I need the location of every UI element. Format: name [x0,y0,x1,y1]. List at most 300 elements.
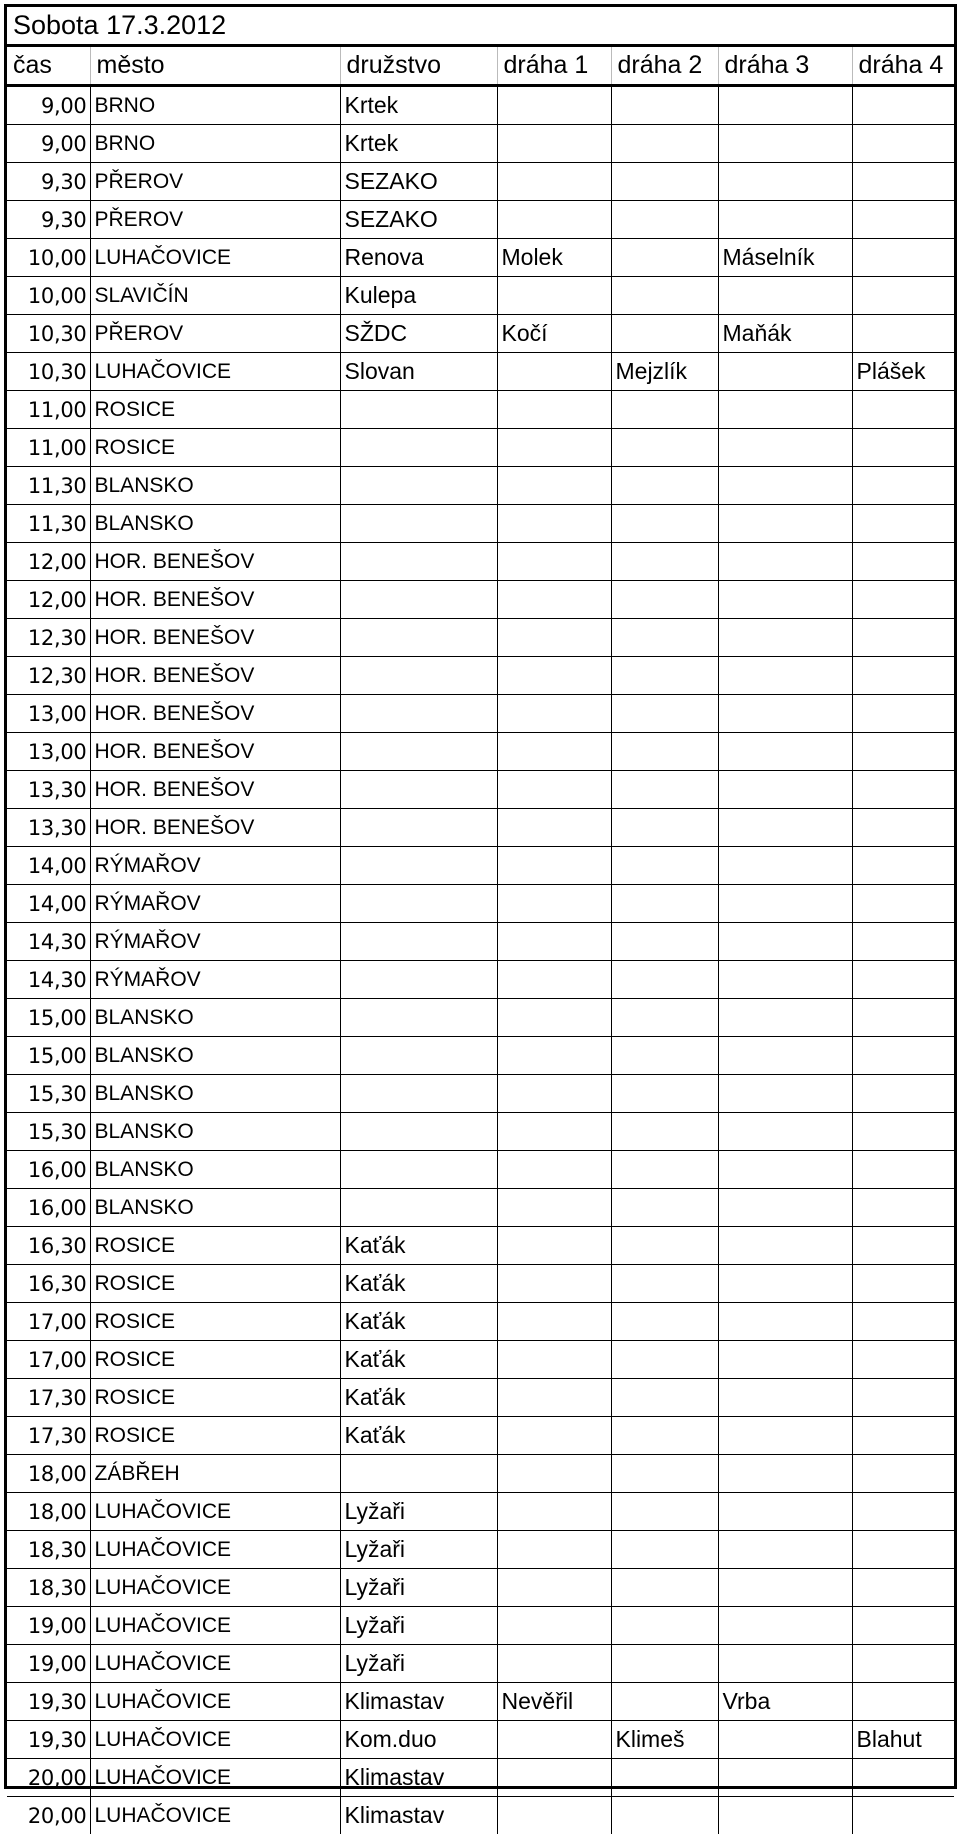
table-row [7,1227,954,1265]
time-cell: 19,00 [7,1645,90,1683]
lane-1-cell [497,277,611,315]
lane-1-cell [497,543,611,581]
city-cell: LUHAČOVICE [90,1569,340,1607]
lane-2-cell [611,391,718,429]
city-cell: HOR. BENEŠOV [90,581,340,619]
team-cell: Kaťák [340,1265,497,1303]
time-cell: 20,00 [7,1759,90,1797]
lane-2-cell [611,277,718,315]
team-cell [340,391,497,429]
city-cell: BLANSKO [90,505,340,543]
time-cell: 13,30 [7,809,90,847]
lane-2-cell [611,1759,718,1797]
lane-1-cell [497,1379,611,1417]
lane-2-cell [611,961,718,999]
time-cell: 17,00 [7,1341,90,1379]
lane-4-cell [852,391,954,429]
lane-4-cell [852,733,954,771]
schedule-table [7,47,954,1834]
column-header-lane-2: dráha 2 [611,47,718,86]
city-cell: HOR. BENEŠOV [90,695,340,733]
city-cell: LUHAČOVICE [90,1607,340,1645]
lane-3-cell [718,1113,852,1151]
lane-1-cell [497,1645,611,1683]
lane-3-cell [718,771,852,809]
table-row [7,619,954,657]
table-row [7,1721,954,1759]
lane-2-cell [611,999,718,1037]
team-cell [340,885,497,923]
table-row [7,1531,954,1569]
team-cell: Kaťák [340,1227,497,1265]
team-cell [340,429,497,467]
city-cell: BRNO [90,86,340,125]
city-cell: RÝMAŘOV [90,961,340,999]
lane-3-cell [718,277,852,315]
table-row [7,1303,954,1341]
lane-1-cell [497,923,611,961]
lane-1-cell [497,885,611,923]
city-cell: ROSICE [90,1379,340,1417]
lane-1-cell [497,809,611,847]
schedule-sheet [4,4,957,1789]
team-cell: SEZAKO [340,163,497,201]
team-cell: Lyžaři [340,1569,497,1607]
table-row [7,277,954,315]
table-row [7,809,954,847]
table-row [7,1569,954,1607]
lane-2-cell [611,1683,718,1721]
time-cell: 9,00 [7,125,90,163]
lane-2-cell [611,163,718,201]
lane-2-cell [611,695,718,733]
lane-4-cell [852,1569,954,1607]
lane-1-cell: Kočí [497,315,611,353]
team-cell [340,1151,497,1189]
time-cell: 12,30 [7,657,90,695]
lane-2-cell [611,1569,718,1607]
lane-3-cell [718,1189,852,1227]
time-cell: 18,00 [7,1455,90,1493]
lane-2-cell [611,1607,718,1645]
lane-3-cell [718,1075,852,1113]
city-cell: ROSICE [90,1417,340,1455]
city-cell: HOR. BENEŠOV [90,657,340,695]
time-cell: 16,00 [7,1151,90,1189]
lane-3-cell [718,1151,852,1189]
lane-1-cell [497,847,611,885]
city-cell: BLANSKO [90,467,340,505]
lane-4-cell [852,1455,954,1493]
city-cell: HOR. BENEŠOV [90,619,340,657]
team-cell [340,809,497,847]
lane-3-cell [718,543,852,581]
lane-4-cell [852,467,954,505]
team-cell: Lyžaři [340,1493,497,1531]
lane-3-cell [718,201,852,239]
table-row [7,1113,954,1151]
lane-3-cell [718,467,852,505]
lane-2-cell [611,1493,718,1531]
lane-3-cell [718,505,852,543]
lane-2-cell [611,923,718,961]
lane-4-cell [852,277,954,315]
city-cell: LUHAČOVICE [90,1721,340,1759]
table-row [7,1341,954,1379]
time-cell: 20,00 [7,1797,90,1834]
lane-4-cell [852,1075,954,1113]
lane-2-cell [611,1531,718,1569]
time-cell: 13,30 [7,771,90,809]
lane-3-cell [718,163,852,201]
city-cell: ZÁBŘEH [90,1455,340,1493]
team-cell: Lyžaři [340,1531,497,1569]
time-cell: 14,30 [7,923,90,961]
team-cell [340,657,497,695]
lane-2-cell [611,1417,718,1455]
city-cell: ROSICE [90,1227,340,1265]
lane-3-cell [718,429,852,467]
lane-2-cell [611,315,718,353]
title-bar [7,7,954,47]
lane-1-cell [497,1417,611,1455]
lane-3-cell [718,1227,852,1265]
lane-2-cell [611,1645,718,1683]
lane-1-cell [497,1531,611,1569]
time-cell: 11,00 [7,429,90,467]
time-cell: 11,30 [7,467,90,505]
city-cell: LUHAČOVICE [90,239,340,277]
team-cell: Kaťák [340,1417,497,1455]
lane-3-cell [718,923,852,961]
lane-4-cell [852,1683,954,1721]
lane-2-cell [611,885,718,923]
lane-2-cell [611,619,718,657]
table-row [7,201,954,239]
team-cell: Kom.duo [340,1721,497,1759]
lane-2-cell [611,1797,718,1834]
lane-1-cell [497,505,611,543]
lane-4-cell [852,1493,954,1531]
city-cell: PŘEROV [90,315,340,353]
lane-1-cell [497,1075,611,1113]
lane-4-cell [852,847,954,885]
city-cell: PŘEROV [90,201,340,239]
lane-3-cell [718,1797,852,1834]
lane-4-cell [852,163,954,201]
time-cell: 14,30 [7,961,90,999]
time-cell: 18,30 [7,1531,90,1569]
city-cell: BLANSKO [90,1037,340,1075]
city-cell: LUHAČOVICE [90,1759,340,1797]
team-cell: Klimastav [340,1797,497,1834]
lane-3-cell [718,809,852,847]
table-row [7,961,954,999]
lane-1-cell [497,1607,611,1645]
column-header-lane-3: dráha 3 [718,47,852,86]
table-row [7,353,954,391]
time-cell: 13,00 [7,733,90,771]
time-cell: 12,30 [7,619,90,657]
table-row [7,999,954,1037]
lane-4-cell [852,1189,954,1227]
time-cell: 14,00 [7,847,90,885]
lane-1-cell [497,1455,611,1493]
time-cell: 10,30 [7,315,90,353]
lane-3-cell [718,391,852,429]
lane-2-cell [611,1227,718,1265]
time-cell: 16,30 [7,1265,90,1303]
lane-4-cell [852,429,954,467]
table-row [7,467,954,505]
table-row [7,1683,954,1721]
lane-2-cell [611,125,718,163]
team-cell: Krtek [340,125,497,163]
city-cell: HOR. BENEŠOV [90,543,340,581]
table-row [7,239,954,277]
team-cell: SEZAKO [340,201,497,239]
lane-2-cell [611,1151,718,1189]
lane-2-cell [611,1341,718,1379]
team-cell [340,1075,497,1113]
team-cell: Krtek [340,86,497,125]
lane-1-cell [497,1797,611,1834]
lane-1-cell [497,961,611,999]
lane-4-cell [852,543,954,581]
lane-1-cell [497,1569,611,1607]
city-cell: LUHAČOVICE [90,1531,340,1569]
lane-1-cell [497,467,611,505]
team-cell [340,1455,497,1493]
team-cell [340,505,497,543]
column-header-lane-4: dráha 4 [852,47,954,86]
lane-4-cell [852,923,954,961]
lane-2-cell [611,1303,718,1341]
team-cell: Lyžaři [340,1607,497,1645]
city-cell: ROSICE [90,1265,340,1303]
time-cell: 10,30 [7,353,90,391]
table-row [7,1759,954,1797]
team-cell: Renova [340,239,497,277]
team-cell [340,923,497,961]
time-cell: 16,30 [7,1227,90,1265]
team-cell [340,733,497,771]
lane-3-cell [718,1341,852,1379]
lane-1-cell [497,86,611,125]
lane-2-cell [611,201,718,239]
lane-1-cell [497,391,611,429]
lane-1-cell [497,163,611,201]
table-row [7,1265,954,1303]
lane-1-cell [497,429,611,467]
lane-3-cell [718,86,852,125]
team-cell [340,1113,497,1151]
city-cell: ROSICE [90,1303,340,1341]
lane-1-cell [497,581,611,619]
time-cell: 12,00 [7,581,90,619]
team-cell [340,1189,497,1227]
city-cell: ROSICE [90,391,340,429]
lane-1-cell [497,733,611,771]
lane-2-cell [611,543,718,581]
lane-1-cell [497,1303,611,1341]
time-cell: 18,30 [7,1569,90,1607]
lane-4-cell [852,1265,954,1303]
lane-3-cell [718,1265,852,1303]
lane-4-cell [852,1645,954,1683]
table-row [7,163,954,201]
lane-3-cell [718,1569,852,1607]
lane-3-cell [718,1607,852,1645]
lane-3-cell [718,1417,852,1455]
team-cell: Slovan [340,353,497,391]
lane-1-cell [497,1721,611,1759]
time-cell: 17,00 [7,1303,90,1341]
team-cell: SŽDC [340,315,497,353]
team-cell: Klimastav [340,1759,497,1797]
time-cell: 19,30 [7,1721,90,1759]
lane-3-cell [718,1303,852,1341]
lane-4-cell: Blahut [852,1721,954,1759]
lane-1-cell: Nevěřil [497,1683,611,1721]
lane-4-cell [852,1417,954,1455]
table-row [7,1379,954,1417]
lane-4-cell [852,505,954,543]
lane-4-cell [852,961,954,999]
team-cell: Kaťák [340,1303,497,1341]
lane-3-cell: Máselník [718,239,852,277]
team-cell [340,619,497,657]
table-row [7,391,954,429]
table-row [7,543,954,581]
table-row [7,1075,954,1113]
lane-2-cell [611,1075,718,1113]
lane-4-cell [852,1303,954,1341]
time-cell: 10,00 [7,239,90,277]
table-row [7,1797,954,1834]
time-cell: 15,30 [7,1113,90,1151]
city-cell: BLANSKO [90,1189,340,1227]
time-cell: 17,30 [7,1379,90,1417]
lane-1-cell [497,999,611,1037]
lane-2-cell [611,429,718,467]
city-cell: BLANSKO [90,999,340,1037]
team-cell [340,961,497,999]
time-cell: 15,00 [7,1037,90,1075]
lane-4-cell [852,1037,954,1075]
city-cell: RÝMAŘOV [90,923,340,961]
lane-3-cell [718,1531,852,1569]
table-row [7,1493,954,1531]
table-row [7,1645,954,1683]
time-cell: 15,00 [7,999,90,1037]
team-cell [340,1037,497,1075]
time-cell: 12,00 [7,543,90,581]
lane-4-cell [852,1759,954,1797]
team-cell [340,581,497,619]
lane-4-cell [852,1341,954,1379]
time-cell: 11,30 [7,505,90,543]
lane-3-cell [718,657,852,695]
lane-1-cell [497,1151,611,1189]
city-cell: HOR. BENEŠOV [90,771,340,809]
time-cell: 13,00 [7,695,90,733]
time-cell: 9,30 [7,163,90,201]
city-cell: ROSICE [90,1341,340,1379]
table-row [7,581,954,619]
lane-2-cell [611,505,718,543]
lane-2-cell [611,771,718,809]
lane-1-cell [497,125,611,163]
team-cell [340,695,497,733]
column-header-team: družstvo [340,47,497,86]
city-cell: RÝMAŘOV [90,847,340,885]
time-cell: 16,00 [7,1189,90,1227]
lane-1-cell [497,201,611,239]
lane-3-cell [718,1379,852,1417]
page-title: Sobota 17.3.2012 [13,10,226,41]
city-cell: ROSICE [90,429,340,467]
table-row [7,125,954,163]
lane-4-cell [852,86,954,125]
lane-4-cell [852,1151,954,1189]
time-cell: 19,00 [7,1607,90,1645]
lane-2-cell [611,467,718,505]
lane-2-cell [611,581,718,619]
lane-4-cell [852,999,954,1037]
time-cell: 17,30 [7,1417,90,1455]
lane-4-cell [852,771,954,809]
city-cell: BLANSKO [90,1075,340,1113]
lane-1-cell [497,619,611,657]
table-row [7,657,954,695]
lane-2-cell [611,1189,718,1227]
header-row [7,47,954,86]
column-header-time: čas [7,47,90,86]
lane-2-cell [611,809,718,847]
lane-2-cell [611,86,718,125]
team-cell [340,543,497,581]
team-cell [340,847,497,885]
city-cell: SLAVIČÍN [90,277,340,315]
table-row [7,923,954,961]
city-cell: LUHAČOVICE [90,1797,340,1834]
city-cell: HOR. BENEŠOV [90,809,340,847]
lane-3-cell [718,1037,852,1075]
lane-4-cell [852,657,954,695]
table-row [7,1607,954,1645]
lane-2-cell [611,847,718,885]
lane-1-cell [497,657,611,695]
team-cell: Klimastav [340,1683,497,1721]
lane-2-cell: Klimeš [611,1721,718,1759]
table-row [7,315,954,353]
time-cell: 9,30 [7,201,90,239]
lane-2-cell [611,733,718,771]
lane-4-cell [852,1227,954,1265]
column-header-lane-1: dráha 1 [497,47,611,86]
table-row [7,695,954,733]
lane-3-cell: Vrba [718,1683,852,1721]
lane-3-cell [718,1455,852,1493]
lane-1-cell [497,1493,611,1531]
lane-4-cell [852,1607,954,1645]
table-row [7,505,954,543]
lane-2-cell [611,1037,718,1075]
city-cell: RÝMAŘOV [90,885,340,923]
team-cell: Kaťák [340,1379,497,1417]
team-cell [340,467,497,505]
